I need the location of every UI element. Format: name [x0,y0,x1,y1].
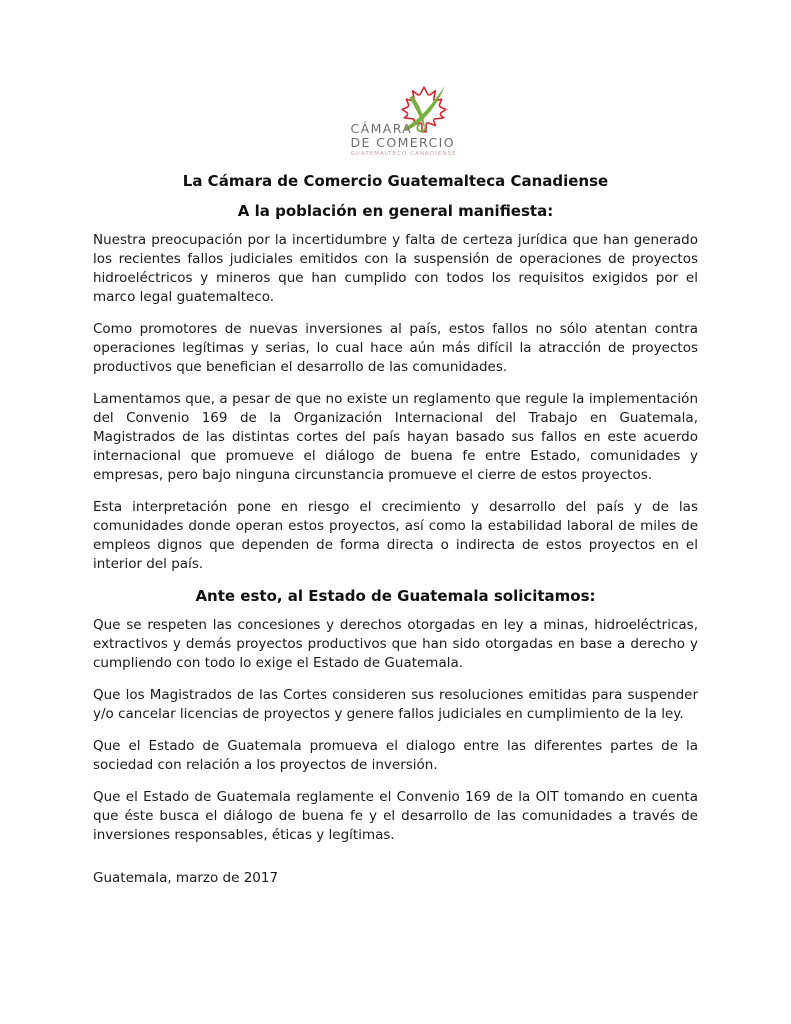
paragraph-concern: Nuestra preocupación por la incertidumbre y falta de certeza jurídica que han generado los recientes fallos judiciales emitidos con la suspensión de operaciones de proyectos hidroeléctricos y mineros que han cumplido con todos los requisitos exigidos por el marco legal guatemalteco. [93,232,698,305]
logo-wordmark [351,122,457,157]
chamber-logo [350,86,457,158]
paragraph-interpretation: Esta interpretación pone en riesgo el crecimiento y desarrollo del país y de las comunidades donde operan estos proyectos, así como la estabilidad laboral de miles de empleos dignos que dependen de forma directa o indirecta de estos proyectos en el interior del país. [93,499,698,572]
document-subtitle: A la población en general manifiesta: [237,202,554,220]
logo-line1: CÁMARA [350,121,413,136]
logo-line2: DE COMERCIO [350,134,455,150]
document-body [0,158,791,888]
request-regulation: Que el Estado de Guatemala reglamente el Convenio 169 de la OIT tomando en cuenta que éste busca el diálogo de buena fe y el desarrollo de las comunidades a través de inversiones responsables, éticas y legítimas. [93,789,698,843]
paragraph-promoters: Como promotores de nuevas inversiones al país, estos fallos no sólo atentan contra operaciones legítimas y serias, lo cual hace aún más difícil la atracción de proyectos productivos que benefician el desarrollo de las comunidades. [93,321,698,375]
request-magistrates: Que los Magistrados de las Cortes consideren sus resoluciones emitidas para suspender y/o cancelar licencias de proyectos y genere fallos judiciales en cumplimiento de la ley. [93,687,698,722]
request-concessions: Que se respeten las concesiones y derechos otorgadas en ley a minas, hidroeléctricas, extractivos y demás proyectos productivos que han sido otorgadas en base a derecho y cumpliendo con todo lo exige el Estado de Guatemala. [93,617,698,671]
logo-caption: GUATEMALTECO CANADIENSE [350,151,457,157]
paragraph-convenio169: Lamentamos que, a pesar de que no existe un reglamento que regule la implementación del Convenio 169 de la Organización Internacional del Trabajo en Guatemala, Magistrados de las distintas cortes del país hayan basado sus fallos en este acuerdo internacional que promueve el diálogo de buena fe entre Estado, comunidades y empresas, pero bajo ninguna circunstancia promueve el cierre de estos proyectos. [93,391,698,483]
section-heading-requests: Ante esto, al Estado de Guatemala solicitamos: [195,587,596,605]
closing-date: Guatemala, marzo de 2017 [93,870,279,886]
document-title: La Cámara de Comercio Guatemalteca Canadiense [182,172,609,190]
request-dialogue: Que el Estado de Guatemala promueva el dialogo entre las diferentes partes de la sociedad con relación a los proyectos de inversión. [93,738,698,773]
